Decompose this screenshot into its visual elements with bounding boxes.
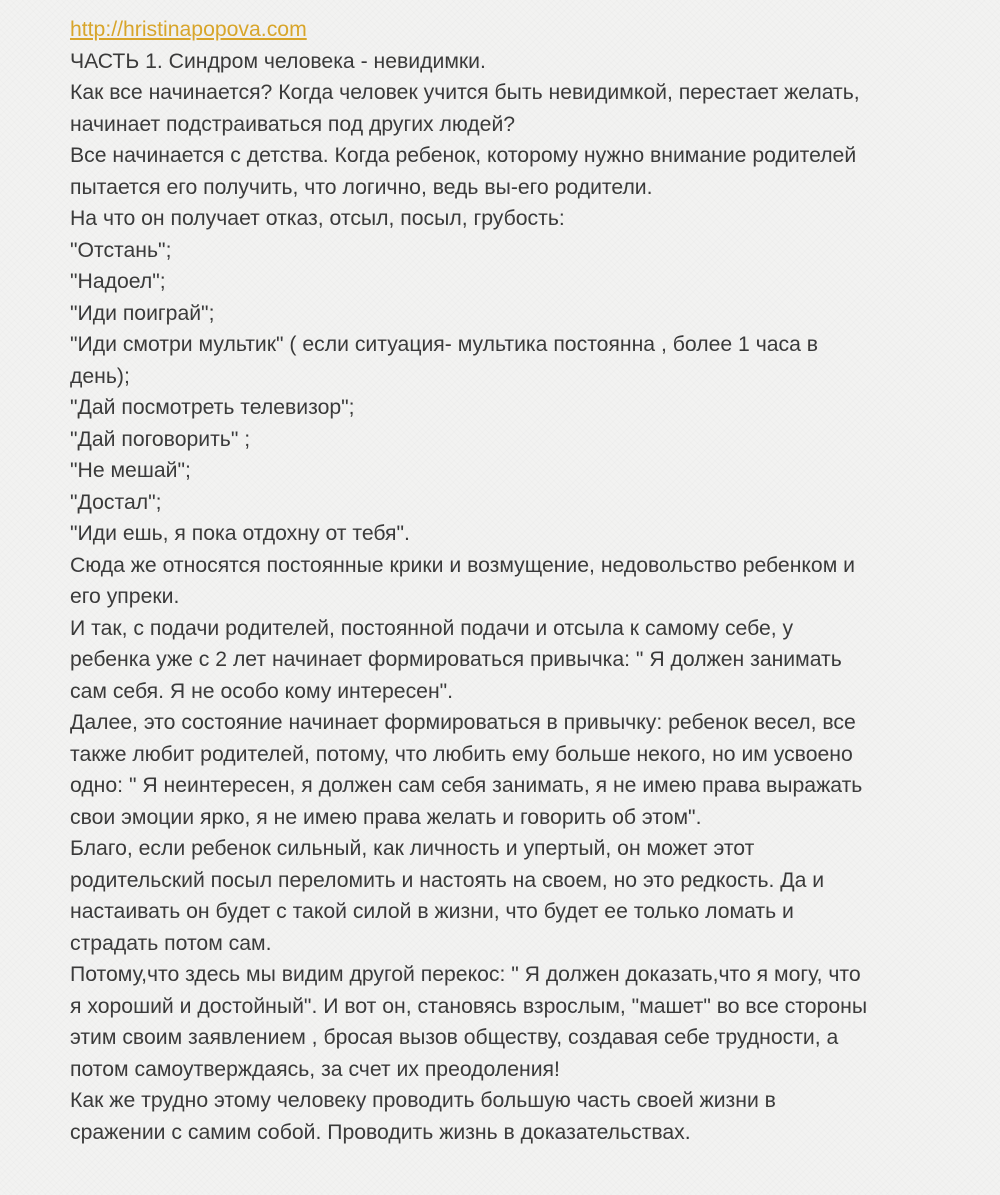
text-line: Благо, если ребенок сильный, как личность и упертый, он может этот <box>70 837 755 860</box>
text-line: "Иди поиграй"; <box>70 301 215 325</box>
text-line: сражении с самим собой. Проводить жизнь в доказательствах. <box>70 1120 691 1144</box>
text-line: "Дай посмотреть телевизор"; <box>70 396 355 419</box>
note-text <box>70 46 950 1149</box>
text-line: "Отстань"; <box>70 238 172 262</box>
text-line: "Не мешай"; <box>70 459 191 482</box>
note-body <box>70 14 950 1148</box>
text-line: настаивать он будет с такой силой в жизни, что будет ее только ломать и <box>70 900 794 923</box>
text-line: На что он получает отказ, отсыл, посыл, грубость: <box>70 207 565 230</box>
text-line: одно: " Я неинтересен, я должен сам себя занимать, я не имею права выражать <box>70 774 863 797</box>
text-line: сам себя. Я не особо кому интересен". <box>70 679 454 703</box>
text-line: "Иди смотри мультик" ( если ситуация- мультика постоянна , более 1 часа в <box>70 333 819 356</box>
text-line: "Дай поговорить" ; <box>70 427 251 451</box>
text-line: Далее, это состояние начинает формироваться в привычку: ребенок весел, все <box>70 711 856 734</box>
text-line: Как все начинается? Когда человек учится быть невидимкой, перестает желать, <box>70 81 860 104</box>
text-line: этим своим заявлением , бросая вызов обществу, создавая себе трудности, а <box>70 1026 839 1049</box>
text-line: страдать потом сам. <box>70 931 272 955</box>
text-line: ребенка уже с 2 лет начинает формироваться привычка: " Я должен занимать <box>70 648 842 671</box>
text-line: Сюда же относятся постоянные крики и возмущение, недовольство ребенком и <box>70 553 855 577</box>
text-line: родительский посыл переломить и настоять на своем, но это редкость. Да и <box>70 868 825 892</box>
text-line: ЧАСТЬ 1. Синдром человека - невидимки. <box>70 49 486 73</box>
text-line: И так, с подачи родителей, постоянной подачи и отсыла к самому себе, у <box>70 616 794 640</box>
text-line: Как же трудно этому человеку проводить большую часть своей жизни в <box>70 1089 776 1112</box>
text-line: потом самоутверждаясь, за счет их преодоления! <box>70 1057 560 1081</box>
text-line: Все начинается с детства. Когда ребенок, которому нужно внимание родителей <box>70 144 857 167</box>
text-line: я хороший и достойный". И вот он, становясь взрослым, "машет" во все стороны <box>70 994 868 1018</box>
text-line: начинает подстраиваться под других людей? <box>70 112 516 136</box>
text-line: "Надоел"; <box>70 270 166 293</box>
text-line: его упреки. <box>70 585 180 608</box>
text-line: пытается его получить, что логично, ведь вы-его родители. <box>70 175 653 199</box>
website-link[interactable]: http://hristinapopova.com <box>70 18 307 41</box>
text-line: свои эмоции ярко, я не имею права желать и говорить об этом". <box>70 805 702 829</box>
text-line: "Иди ешь, я пока отдохну от тебя". <box>70 522 410 545</box>
text-line: день); <box>70 364 130 388</box>
text-line: Потому,что здесь мы видим другой перекос: " Я должен доказать,что я могу, что <box>70 963 861 986</box>
text-line: также любит родителей, потому, что любить ему больше некого, но им усвоено <box>70 742 853 766</box>
text-line: "Достал"; <box>70 490 162 514</box>
